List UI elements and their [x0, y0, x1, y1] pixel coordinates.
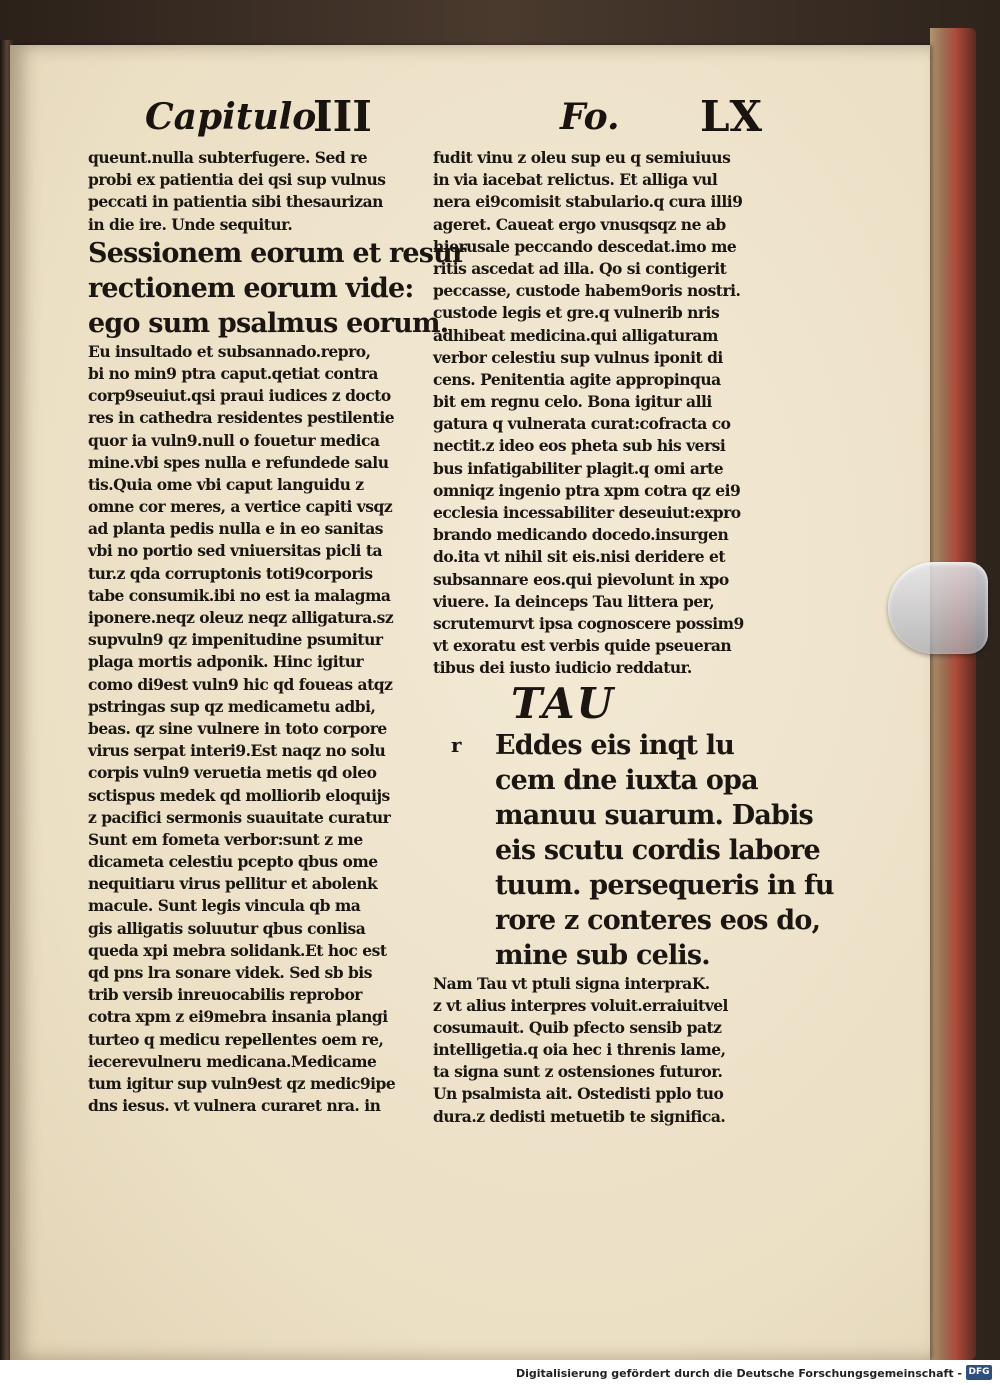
- text-line: supvuln9 qz impenitudine psumitur: [88, 630, 383, 650]
- page-header: [145, 92, 770, 144]
- folio-label: Fo.: [560, 96, 620, 138]
- text-line: cosumauit. Quib pfecto sensib patz: [433, 1017, 722, 1037]
- text-line: sctispus medek qd molliorib eloquijs: [88, 785, 390, 805]
- text-line: plaga mortis adponik. Hinc igitur: [88, 652, 364, 672]
- text-line: queunt.nulla subterfugere. Sed re: [88, 148, 368, 167]
- text-line: cens. Penitentia agite appropinqua: [433, 369, 721, 389]
- text-line: Un psalmista ait. Ostedisti pplo tuo: [433, 1084, 724, 1104]
- text-line: dura.z dedisti metuetib te significa.: [433, 1106, 726, 1126]
- page-edges: [930, 28, 976, 1360]
- text-line: dicameta celestiu pcepto qbus ome: [88, 852, 378, 872]
- section-title-tau: TAU: [511, 678, 616, 728]
- text-line: fudit vinu z oleu sup eu q semiuiuus: [433, 148, 731, 167]
- text-line: cotra xpm z ei9mebra insania plangi: [88, 1007, 388, 1027]
- text-line: peccati in patientia sibi thesaurizan: [88, 192, 383, 212]
- text-line: vbi no portio sed vniuersitas picli ta: [88, 541, 383, 561]
- text-line: ritis ascedat ad illa. Qo si contigerit: [433, 258, 727, 278]
- text-line: como di9est vuln9 hic qd foueas atqz: [88, 674, 393, 694]
- text-line: quor ia vuln9.null o fouetur medica: [88, 430, 380, 450]
- right-column: [433, 147, 834, 1128]
- text-line: trib versib inreuocabilis reprobor: [88, 985, 362, 1005]
- text-line: virus serpat interi9.Est naqz no solu: [88, 741, 386, 761]
- text-line: res in cathedra residentes pestilentie: [88, 408, 395, 428]
- text-line: ta signa sunt z ostensiones futuror.: [433, 1062, 723, 1082]
- text-line: probi ex patientia dei qsi sup vulnus: [88, 170, 386, 190]
- text-line: corpis vuln9 veruetia metis qd oleo: [88, 763, 377, 783]
- text-line: nectit.z ideo eos pheta sub his versi: [433, 436, 726, 456]
- verse-line: mine sub celis.: [495, 939, 710, 971]
- dfg-logo: DFG: [966, 1365, 992, 1380]
- text-line: z pacifici sermonis suauitate curatur: [88, 807, 391, 827]
- verse-line: eis scutu cordis labore: [495, 834, 820, 866]
- text-line: Sunt em fometa verbor:sunt z me: [88, 829, 363, 849]
- page-clip: [888, 562, 988, 654]
- text-line: ageret. Caueat ergo vnusqsqz ne ab: [433, 214, 726, 234]
- text-line: subsannare eos.qui pievolunt in xpo: [433, 569, 729, 589]
- text-line: mine.vbi spes nulla e refundede salu: [88, 452, 389, 472]
- folio-number: LX: [700, 92, 763, 141]
- chapter-number: III: [313, 92, 372, 141]
- text-line: bit em regnu celo. Bona igitur alli: [433, 392, 712, 412]
- text-line: hierusale peccando descedat.imo me: [433, 236, 737, 256]
- text-line: bus infatigabiliter plagit.q omi arte: [433, 458, 724, 478]
- text-line: scrutemurvt ipsa cognoscere possim9: [433, 613, 744, 633]
- left-heading: [88, 236, 466, 341]
- text-line: viuere. Ia deinceps Tau littera per,: [433, 591, 715, 611]
- verse-line: cem dne iuxta opa: [495, 764, 758, 796]
- text-line: vt exoratu est verbis quide pseueran: [433, 636, 732, 656]
- text-line: turteo q medicu repellentes oem re,: [88, 1029, 384, 1049]
- verse-line: tuum. persequeris in fu: [495, 869, 834, 901]
- text-line: intelligetia.q oia hec i threnis lame,: [433, 1040, 726, 1060]
- text-line: tibus dei iusto iudicio reddatur.: [433, 658, 692, 678]
- text-line: verbor celestiu sup vulnus iponit di: [433, 347, 723, 367]
- text-line: iecerevulneru medicana.Medicame: [88, 1051, 377, 1071]
- verse-line: manuu suarum. Dabis: [495, 799, 813, 831]
- text-line: brando medicando docedo.insurgen: [433, 525, 729, 545]
- text-line: tis.Quia ome vbi caput languidu z: [88, 474, 364, 494]
- initial-row: [433, 728, 768, 763]
- text-line: omniqz ingenio ptra xpm cotra qz ei9: [433, 480, 741, 500]
- text-line: nera ei9comisit stabulario.q cura illi9: [433, 192, 743, 212]
- text-line: macule. Sunt legis vincula qb ma: [88, 896, 361, 916]
- drop-initial: r: [451, 732, 462, 757]
- right-text-block-b: [433, 973, 768, 1128]
- left-text-block-a: [88, 147, 418, 236]
- text-line: Nam Tau vt ptuli signa interpraK.: [433, 973, 710, 993]
- text-line: pstringas sup qz medicametu adbi,: [88, 696, 376, 716]
- right-text-block-a: [433, 147, 768, 680]
- text-line: iponere.neqz oleuz neqz alligatura.sz: [88, 608, 394, 627]
- left-column: [88, 147, 466, 1117]
- verse-line: Sessionem eorum et resur: [88, 237, 466, 269]
- right-heading: [433, 763, 834, 973]
- text-line: beas. qz sine vulnere in toto corpore: [88, 718, 387, 738]
- verse-line: Eddes eis inqt lu: [495, 729, 735, 761]
- left-text-block-b: [88, 341, 418, 1118]
- text-line: custode legis et gre.q vulnerib nris: [433, 303, 720, 323]
- text-line: qd pns lra sonare videk. Sed sb bis: [88, 963, 372, 982]
- text-line: bi no min9 ptra caput.qetiat contra: [88, 363, 378, 383]
- verse-line: rore z conteres eos do,: [495, 904, 821, 936]
- text-line: omne cor meres, a vertice capiti vsqz: [88, 497, 393, 517]
- verse-line: rectionem eorum vide:: [88, 272, 414, 304]
- text-line: in die ire. Unde sequitur.: [88, 214, 293, 234]
- text-line: peccasse, custode habem9oris nostri.: [433, 281, 741, 301]
- text-line: in via iacebat relictus. Et alliga vul: [433, 170, 718, 190]
- text-line: tum igitur sup vuln9est qz medic9ipe: [88, 1073, 396, 1093]
- text-line: tur.z qda corruptonis toti9corporis: [88, 563, 373, 583]
- text-line: Eu insultado et subsannado.repro,: [88, 341, 371, 361]
- text-line: corp9seuiut.qsi praui iudices z docto: [88, 386, 391, 406]
- text-line: ecclesia incessabiliter deseuiut:expro: [433, 503, 741, 522]
- text-line: ad planta pedis nulla e in eo sanitas: [88, 519, 383, 539]
- text-line: dns iesus. vt vulnera curaret nra. in: [88, 1096, 381, 1116]
- text-line: z vt alius interpres voluit.erraiuitvel: [433, 995, 728, 1015]
- text-line: gatura q vulnerata curat:cofracta co: [433, 414, 731, 434]
- verse-line: ego sum psalmus eorum.: [88, 307, 449, 339]
- text-line: adhibeat medicina.qui alligaturam: [433, 325, 718, 345]
- text-line: gis alligatis soluutur qbus conlisa: [88, 918, 366, 938]
- text-line: queda xpi mebra solidank.Et hoc est: [88, 940, 387, 960]
- footer-credit: Digitalisierung gefördert durch die Deutsche Forschungsgemeinschaft -: [515, 1367, 962, 1380]
- text-line: tabe consumik.ibi no est ia malagma: [88, 585, 391, 605]
- text-line: nequitiaru virus pellitur et abolenk: [88, 874, 378, 894]
- running-head: Capitulo: [145, 96, 317, 138]
- text-line: do.ita vt nihil sit eis.nisi deridere et: [433, 547, 726, 567]
